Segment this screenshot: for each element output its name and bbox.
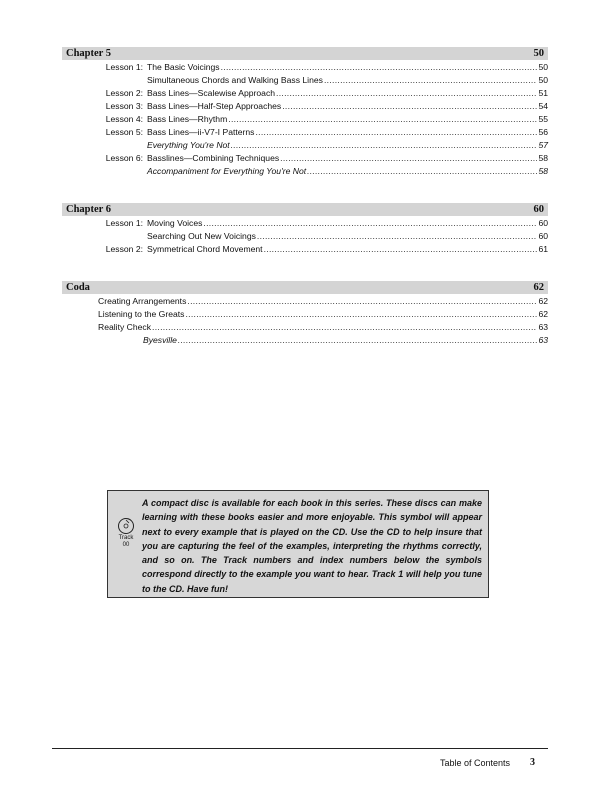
entry-page: 51: [538, 88, 548, 98]
toc-entry: [98, 61, 548, 74]
entry-title: Bass Lines—ii-V7-I Patterns: [147, 127, 255, 137]
chapter-page: 50: [533, 48, 544, 59]
toc-entry: [98, 295, 548, 308]
dot-leader: [203, 217, 537, 230]
entry-label: Lesson 2:: [105, 244, 143, 254]
footer-section: Table of Contents: [440, 758, 511, 768]
chapter-header: [62, 281, 548, 294]
toc-entry: [98, 308, 548, 321]
entry-page: 63: [538, 335, 548, 345]
dot-leader: [185, 308, 537, 321]
dot-leader: [307, 165, 537, 178]
toc-entry: [98, 165, 548, 178]
entry-label: Lesson 1:: [105, 62, 143, 72]
entry-page: 55: [538, 114, 548, 124]
entry-title: Bass Lines—Rhythm: [147, 114, 228, 124]
entry-title: Moving Voices: [147, 218, 203, 228]
toc-entry: [98, 113, 548, 126]
cd-note-box: [107, 490, 489, 598]
entry-label: Lesson 6:: [105, 153, 143, 163]
entry-title: Creating Arrangements: [98, 296, 187, 306]
dot-leader: [221, 61, 538, 74]
dot-leader: [276, 87, 537, 100]
entry-page: 56: [538, 127, 548, 137]
toc-entry: [98, 87, 548, 100]
dot-leader: [282, 100, 537, 113]
chapter-header: [62, 203, 548, 216]
entry-page: 62: [538, 296, 548, 306]
dot-leader: [257, 230, 538, 243]
entry-page: 54: [538, 101, 548, 111]
dot-leader: [280, 152, 537, 165]
chapter-title: Coda: [66, 282, 90, 293]
entry-label: Lesson 5:: [105, 127, 143, 137]
track-number: 00: [122, 542, 130, 548]
dot-leader: [255, 126, 537, 139]
dot-leader: [231, 139, 538, 152]
dot-leader: [324, 74, 537, 87]
track-label: Track: [118, 535, 134, 541]
entry-title: Bass Lines—Scalewise Approach: [147, 88, 276, 98]
toc-entry: [98, 74, 548, 87]
entry-page: 50: [538, 62, 548, 72]
cd-note-text: A compact disc is available for each book in this series. These discs can make learning with these books easier and more enjoyable. This symbol will appear next to every example that is played on the CD. Use the CD to help insure that you are capturing the feel of the examples, interpreting the rhythms correctly, and so on. The Track numbers and index numbers below the symbols correspond directly to the example you want to hear. Track 1 will help you tune to the CD. Have fun!: [142, 498, 482, 594]
toc-entry: [98, 230, 548, 243]
entry-title: Listening to the Greats: [98, 309, 185, 319]
entry-page: 58: [538, 166, 548, 176]
chapter-header: [62, 47, 548, 60]
toc-entry: [143, 334, 548, 347]
entry-page: 61: [538, 244, 548, 254]
toc-entry: [98, 217, 548, 230]
entry-page: 50: [538, 75, 548, 85]
toc-entry: [98, 100, 548, 113]
entry-title: Symmetrical Chord Movement: [147, 244, 263, 254]
entry-label: Lesson 3:: [105, 101, 143, 111]
entry-title: Simultaneous Chords and Walking Bass Lines: [147, 75, 323, 85]
entry-label: Lesson 1:: [105, 218, 143, 228]
toc-entry: [98, 321, 548, 334]
chapter-title: Chapter 5: [66, 48, 112, 59]
entry-title: Reality Check: [98, 322, 152, 332]
toc-entry: [98, 243, 548, 256]
entry-title: Bass Lines—Half-Step Approaches: [147, 101, 282, 111]
cd-icon: [114, 517, 138, 549]
dot-leader: [228, 113, 537, 126]
toc-entry: [98, 139, 548, 152]
entry-page: 60: [538, 231, 548, 241]
entry-title: Everything You're Not: [147, 140, 230, 150]
entry-page: 63: [538, 322, 548, 332]
entry-title: Searching Out New Voicings: [147, 231, 256, 241]
entry-title: Byesville: [143, 335, 177, 345]
chapter-page: 62: [533, 282, 544, 293]
entry-title: Accompaniment for Everything You're Not: [147, 166, 307, 176]
footer-rule: [52, 748, 548, 749]
entry-title: The Basic Voicings: [147, 62, 220, 72]
compact-disc-icon: [117, 517, 135, 535]
toc-entry: [98, 126, 548, 139]
entry-label: Lesson 2:: [105, 88, 143, 98]
toc-entry: [98, 152, 548, 165]
page-number: 3: [530, 757, 535, 768]
dot-leader: [187, 295, 537, 308]
chapter-page: 60: [533, 204, 544, 215]
entry-page: 57: [538, 140, 548, 150]
chapter-title: Chapter 6: [66, 204, 112, 215]
entry-page: 60: [538, 218, 548, 228]
dot-leader: [178, 334, 538, 347]
entry-page: 58: [538, 153, 548, 163]
entry-title: Basslines—Combining Techniques: [147, 153, 280, 163]
dot-leader: [264, 243, 538, 256]
entry-label: Lesson 4:: [105, 114, 143, 124]
entry-page: 62: [538, 309, 548, 319]
dot-leader: [152, 321, 537, 334]
